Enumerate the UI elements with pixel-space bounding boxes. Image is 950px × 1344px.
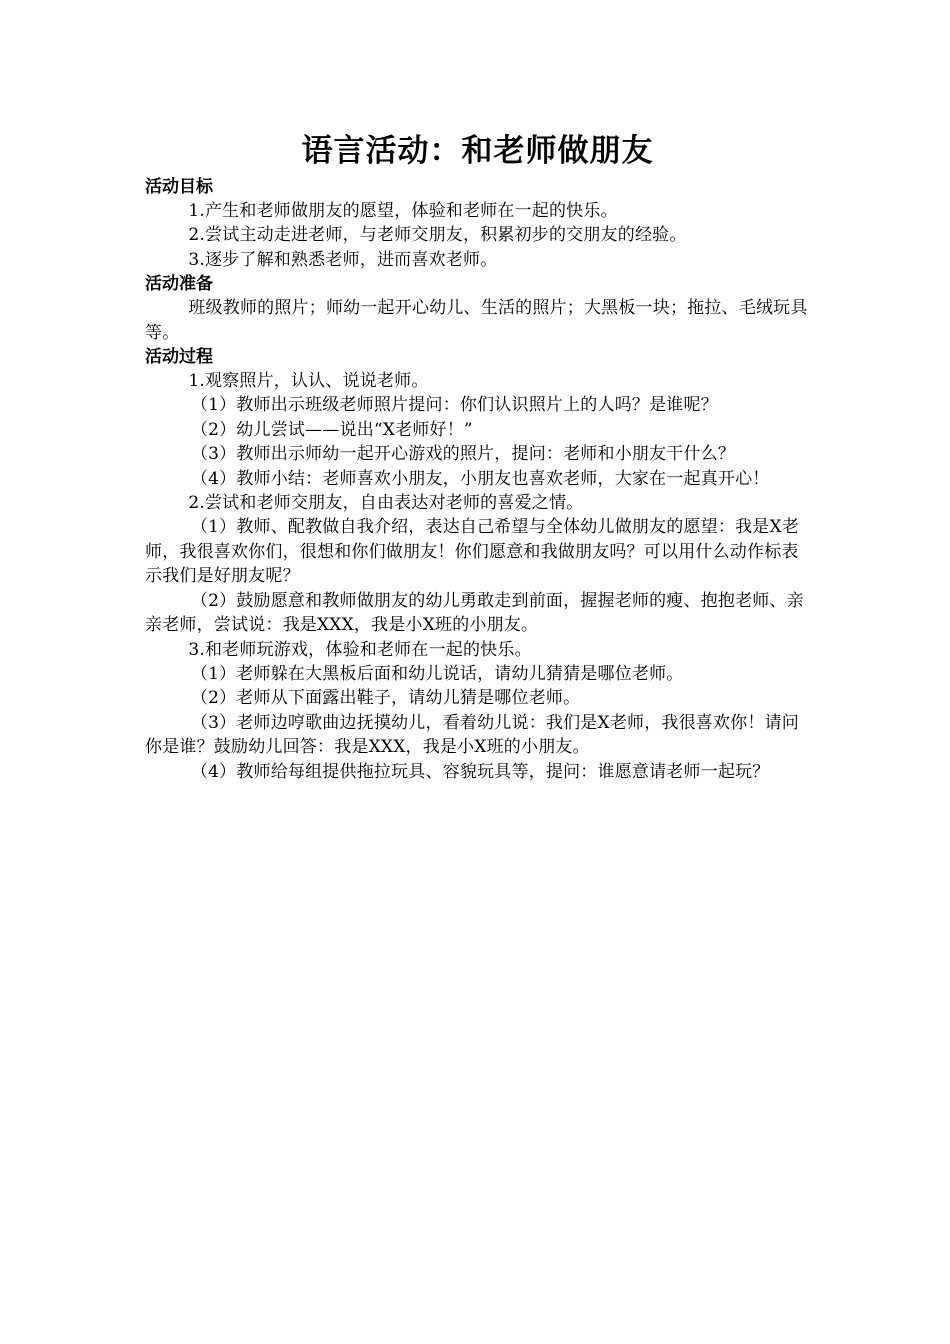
section-process xyxy=(145,345,810,784)
paragraph: 2.尝试主动走进老师，与老师交朋友，积累初步的交朋友的经验。 xyxy=(188,225,687,246)
paragraph: （2）鼓励愿意和教师做朋友的幼儿勇敢走到前面，握握老师的瘦、抱抱老师、亲亲老师，尝试说：我是XXX，我是小X班的小朋友。 xyxy=(145,590,804,636)
paragraph: （2）老师从下面露出鞋子，请幼儿猜是哪位老师。 xyxy=(190,688,581,709)
paragraph: 1.产生和老师做朋友的愿望，体验和老师在一起的快乐。 xyxy=(188,201,618,221)
paragraph: （2）幼儿尝试——说出“X老师好！” xyxy=(190,419,473,440)
section-heading: 活动过程 xyxy=(145,347,213,368)
section-preparation xyxy=(145,272,810,345)
document-title: 语言活动：和老师做朋友 xyxy=(301,133,654,169)
paragraph: 3.和老师玩游戏，体验和老师在一起的快乐。 xyxy=(188,639,532,660)
paragraph: （4）教师小结：老师喜欢小朋友，小朋友也喜欢老师，大家在一起真开心！ xyxy=(190,468,770,489)
paragraph: （1）教师、配教做自我介绍，表达自己希望与全体幼儿做朋友的愿望：我是X老师，我很喜欢你们，很想和你们做朋友！你们愿意和我做朋友吗？可以用什么动作标表示我们是好朋友呢？ xyxy=(145,517,800,587)
section-goals xyxy=(145,175,810,272)
paragraph: 1.观察照片，认认、说说老师。 xyxy=(188,371,429,392)
paragraph: 2.尝试和老师交朋友，自由表达对老师的喜爱之情。 xyxy=(188,493,584,514)
document-page xyxy=(145,127,810,784)
paragraph: 3.逐步了解和熟悉老师，进而喜欢老师。 xyxy=(188,249,498,270)
paragraph: （1）老师躲在大黑板后面和幼儿说话，请幼儿猜猜是哪位老师。 xyxy=(190,663,684,684)
paragraph: 班级教师的照片；师幼一起开心幼儿、生活的照片；大黑板一块；拖拉、毛绒玩具等。 xyxy=(145,298,808,343)
paragraph: （3）教师出示师幼一起开心游戏的照片，提问：老师和小朋友干什么？ xyxy=(190,444,736,465)
section-heading: 活动目标 xyxy=(145,177,213,197)
paragraph: （3）老师边哼歌曲边抚摸幼儿，看着幼儿说：我们是X老师，我很喜欢你！请问你是谁？鼓励幼儿回答：我是XXX，我是小X班的小朋友。 xyxy=(145,712,800,758)
paragraph: （4）教师给每组提供拖拉玩具、容貌玩具等，提问：谁愿意请老师一起玩？ xyxy=(190,761,770,782)
section-heading: 活动准备 xyxy=(145,274,213,295)
paragraph: （1）教师出示班级老师照片提问：你们认识照片上的人吗？是谁呢？ xyxy=(190,395,718,416)
